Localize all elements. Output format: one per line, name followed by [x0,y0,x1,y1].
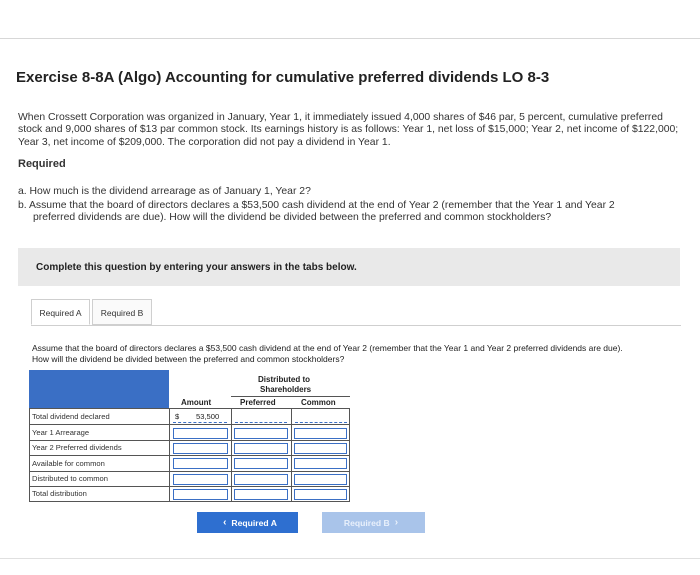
instructions-banner [18,248,680,286]
exercise-title: Exercise 8-8A (Algo) Accounting for cumulative preferred dividends LO 8-3 [16,69,550,86]
common-input-total[interactable] [295,422,347,423]
group-header-rule [231,396,350,397]
preferred-input-year1-arrearage[interactable] [234,428,288,439]
top-divider [0,38,700,39]
common-input-total-distribution[interactable] [294,489,347,500]
row-label-year2-preferred: Year 2 Preferred dividends [32,443,122,452]
preferred-input-available-common[interactable] [234,458,288,469]
row-label-total-dividend: Total dividend declared [32,412,110,421]
preferred-input-distributed-common[interactable] [234,474,288,485]
col-header-common: Common [301,398,336,407]
required-heading: Required [18,158,66,170]
row-rule-5 [29,486,350,487]
question-b-line2: preferred dividends are due). How will the dividend be divided between the preferred and common stockholders? [33,212,552,224]
chevron-right-icon: › [394,517,399,528]
amount-input-available-common[interactable] [173,458,228,469]
amount-input-year1-arrearage[interactable] [173,428,228,439]
tab-required-b[interactable]: Required B [92,299,152,325]
dividend-table [29,370,350,502]
previous-tab-button[interactable] [197,512,298,533]
next-tab-label: Required B [343,517,390,528]
tab-required-a[interactable]: Required A [31,299,90,325]
common-input-available-common[interactable] [294,458,347,469]
preferred-input-total-distribution[interactable] [234,489,288,500]
amount-input-year2-preferred[interactable] [173,443,228,454]
common-input-year1-arrearage[interactable] [294,428,347,439]
common-input-year2-preferred[interactable] [294,443,347,454]
amount-total-dividend: 53,500 [196,412,220,421]
row-rule-3 [29,455,350,456]
col-header-preferred: Preferred [240,398,276,407]
header-bottom-rule [29,408,350,409]
row-label-year1-arrearage: Year 1 Arrearage [32,428,90,437]
table-header-bar [29,370,169,408]
row-rule-6 [29,501,350,502]
bottom-divider [0,558,700,559]
preferred-input-year2-preferred[interactable] [234,443,288,454]
next-tab-button[interactable] [322,512,425,533]
amount-currency-symbol: $ [175,412,180,421]
question-b [18,200,683,225]
question-a: a. How much is the dividend arrearage as of January 1, Year 2? [18,186,311,197]
row-label-available-common: Available for common [32,459,105,468]
group-header-line1: Distributed to [258,375,310,384]
instructions-text: Complete this question by entering your answers in the tabs below. [36,262,357,273]
row-rule-1 [29,424,350,425]
row-label-total-distribution: Total distribution [32,489,87,498]
preferred-input-total[interactable] [235,422,287,423]
tab-instruction: Assume that the board of directors declares a $53,500 cash dividend at the end of Year 2 (remember that the Year 1 and Year 2 preferred dividends are due). How will the dividend be divided between the preferred and common stockholders? [32,343,623,364]
group-header-line2: Shareholders [260,385,312,394]
row-rule-2 [29,440,350,441]
previous-tab-label: Required A [231,517,277,528]
col-header-amount: Amount [181,398,212,407]
chevron-left-icon: ‹ [223,517,227,528]
row-label-distributed-common: Distributed to common [32,474,108,483]
problem-text: When Crossett Corporation was organized in January, Year 1, it immediately issued 4,000 shares of $46 par, 5 percent, cumulative preferred stock and 9,000 shares of $13 par common stock. Its earnings history is as follows: Year 1, net loss of $15,000; Year 2, net income of $122,000; Year 3, net income of $209,000. The corporation did not pay a dividend in Year 1. [18,112,679,148]
common-input-distributed-common[interactable] [294,474,347,485]
tab-underline [31,325,681,326]
amount-input-distributed-common[interactable] [173,474,228,485]
row-rule-4 [29,471,350,472]
question-b-line1: b. Assume that the board of directors declares a $53,500 cash dividend at the end of Year 2 (remember that the Year 1 and Year 2 [18,200,615,211]
amount-input-total-distribution[interactable] [173,489,228,500]
amount-underline [173,422,227,423]
